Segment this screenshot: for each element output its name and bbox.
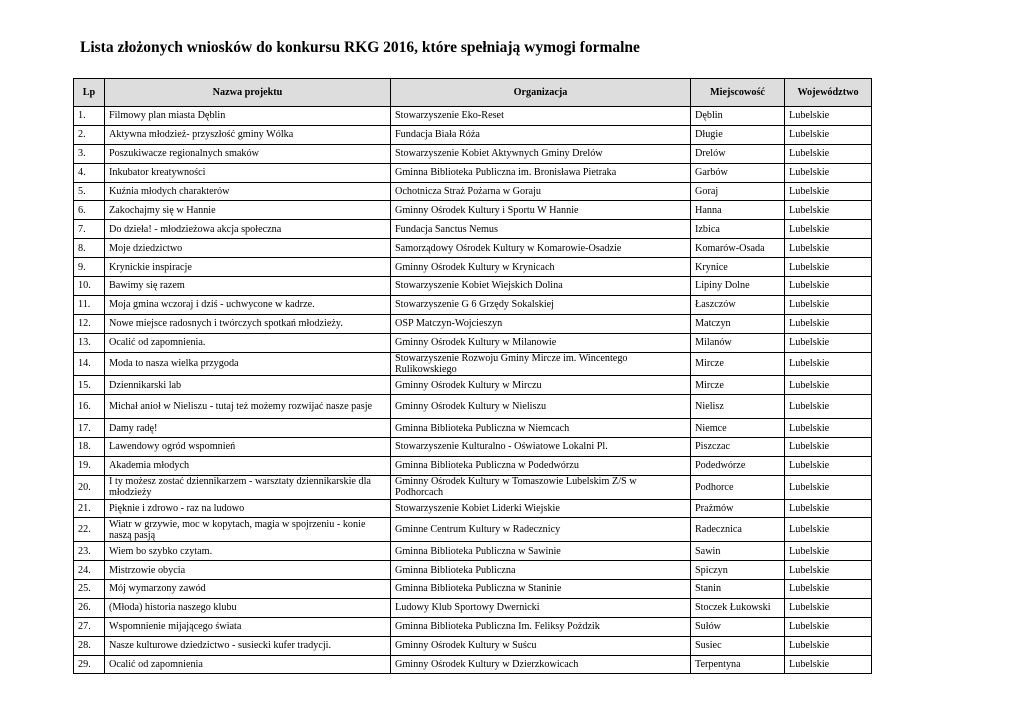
cell-project-name: Kuźnia młodych charakterów (105, 182, 391, 201)
cell-organization: Gminny Ośrodek Kultury w Krynicach (391, 258, 691, 277)
table-body (74, 107, 872, 674)
cell-project-name: Akademia młodych (105, 456, 391, 475)
cell-project-name: I ty możesz zostać dziennikarzem - warsztaty dziennikarskie dla młodzieży (105, 475, 391, 499)
cell-lp: 9. (74, 258, 105, 277)
cell-lp: 16. (74, 395, 105, 419)
cell-voivodeship: Lubelskie (785, 542, 872, 561)
table-row (74, 376, 872, 395)
cell-city: Dęblin (691, 107, 785, 126)
cell-project-name: Inkubator kreatywności (105, 163, 391, 182)
cell-city: Matczyn (691, 314, 785, 333)
table-row (74, 107, 872, 126)
document-title: Lista złożonych wniosków do konkursu RKG 2016, które spełniają wymogi formalne (80, 39, 640, 56)
table-row (74, 258, 872, 277)
cell-city: Mircze (691, 352, 785, 376)
cell-voivodeship: Lubelskie (785, 277, 872, 296)
table-row (74, 437, 872, 456)
table-row (74, 333, 872, 352)
cell-city: Stoczek Łukowski (691, 598, 785, 617)
applications-table (73, 78, 872, 674)
cell-city: Niemce (691, 419, 785, 438)
cell-voivodeship: Lubelskie (785, 598, 872, 617)
cell-lp: 4. (74, 163, 105, 182)
table-row (74, 655, 872, 674)
table-row (74, 598, 872, 617)
cell-organization: Gminna Biblioteka Publiczna Im. Feliksy Pożdzik (391, 617, 691, 636)
cell-voivodeship: Lubelskie (785, 314, 872, 333)
cell-voivodeship: Lubelskie (785, 655, 872, 674)
cell-lp: 5. (74, 182, 105, 201)
cell-project-name: Filmowy plan miasta Dęblin (105, 107, 391, 126)
cell-voivodeship: Lubelskie (785, 107, 872, 126)
cell-project-name: Michał anioł w Nieliszu - tutaj też możemy rozwijać nasze pasje (105, 395, 391, 419)
cell-lp: 13. (74, 333, 105, 352)
cell-organization: Gminna Biblioteka Publiczna (391, 561, 691, 580)
cell-organization: Fundacja Biała Róża (391, 125, 691, 144)
cell-project-name: Ocalić od zapomnienia (105, 655, 391, 674)
cell-project-name: Nasze kulturowe dziedzictwo - susiecki kufer tradycji. (105, 636, 391, 655)
cell-voivodeship: Lubelskie (785, 201, 872, 220)
cell-city: Podedwórze (691, 456, 785, 475)
cell-city: Spiczyn (691, 561, 785, 580)
cell-voivodeship: Lubelskie (785, 518, 872, 542)
cell-organization: OSP Matczyn-Wojcieszyn (391, 314, 691, 333)
cell-organization: Gminna Biblioteka Publiczna w Staninie (391, 580, 691, 599)
cell-project-name: Wiem bo szybko czytam. (105, 542, 391, 561)
cell-lp: 14. (74, 352, 105, 376)
cell-city: Terpentyna (691, 655, 785, 674)
cell-city: Stanin (691, 580, 785, 599)
table-row (74, 277, 872, 296)
cell-lp: 11. (74, 295, 105, 314)
table-row (74, 617, 872, 636)
cell-organization: Gminny Ośrodek Kultury i Sportu W Hannie (391, 201, 691, 220)
cell-voivodeship: Lubelskie (785, 499, 872, 518)
cell-voivodeship: Lubelskie (785, 617, 872, 636)
table-row (74, 220, 872, 239)
cell-organization: Ludowy Klub Sportowy Dwernicki (391, 598, 691, 617)
cell-voivodeship: Lubelskie (785, 437, 872, 456)
cell-lp: 10. (74, 277, 105, 296)
cell-lp: 17. (74, 419, 105, 438)
cell-lp: 23. (74, 542, 105, 561)
table-row (74, 419, 872, 438)
cell-organization: Stowarzyszenie Kulturalno - Oświatowe Lokalni Pl. (391, 437, 691, 456)
cell-voivodeship: Lubelskie (785, 258, 872, 277)
cell-project-name: Moja gmina wczoraj i dziś - uchwycone w kadrze. (105, 295, 391, 314)
table-row (74, 182, 872, 201)
cell-lp: 19. (74, 456, 105, 475)
cell-city: Milanów (691, 333, 785, 352)
cell-lp: 20. (74, 475, 105, 499)
table-row (74, 295, 872, 314)
cell-voivodeship: Lubelskie (785, 561, 872, 580)
cell-project-name: Aktywna młodzież- przyszłość gminy Wólka (105, 125, 391, 144)
cell-city: Krynice (691, 258, 785, 277)
cell-organization: Stowarzyszenie G 6 Grzędy Sokalskiej (391, 295, 691, 314)
cell-organization: Gminny Ośrodek Kultury w Milanowie (391, 333, 691, 352)
cell-voivodeship: Lubelskie (785, 376, 872, 395)
cell-project-name: Moje dziedzictwo (105, 239, 391, 258)
table-header (74, 79, 872, 107)
cell-organization: Samorządowy Ośrodek Kultury w Komarowie-Osadzie (391, 239, 691, 258)
cell-voivodeship: Lubelskie (785, 475, 872, 499)
cell-project-name: Wspomnienie mijającego świata (105, 617, 391, 636)
table-row (74, 201, 872, 220)
cell-voivodeship: Lubelskie (785, 239, 872, 258)
cell-project-name: Dziennikarski lab (105, 376, 391, 395)
cell-lp: 27. (74, 617, 105, 636)
header-organization: Organizacja (391, 79, 691, 107)
header-row (74, 79, 872, 107)
cell-organization: Gminna Biblioteka Publiczna w Niemcach (391, 419, 691, 438)
cell-city: Susiec (691, 636, 785, 655)
header-project-name: Nazwa projektu (105, 79, 391, 107)
cell-organization: Gminny Ośrodek Kultury w Suścu (391, 636, 691, 655)
cell-city: Garbów (691, 163, 785, 182)
cell-lp: 28. (74, 636, 105, 655)
cell-lp: 29. (74, 655, 105, 674)
cell-city: Izbica (691, 220, 785, 239)
cell-project-name: Bawimy się razem (105, 277, 391, 296)
cell-city: Łaszczów (691, 295, 785, 314)
cell-voivodeship: Lubelskie (785, 456, 872, 475)
cell-organization: Gminna Biblioteka Publiczna w Sawinie (391, 542, 691, 561)
cell-project-name: Krynickie inspiracje (105, 258, 391, 277)
table-row (74, 456, 872, 475)
cell-project-name: Wiatr w grzywie, moc w kopytach, magia w spojrzeniu - konie naszą pasją (105, 518, 391, 542)
cell-city: Drelów (691, 144, 785, 163)
table-row (74, 561, 872, 580)
cell-voivodeship: Lubelskie (785, 295, 872, 314)
cell-city: Prażmów (691, 499, 785, 518)
cell-lp: 8. (74, 239, 105, 258)
cell-project-name: (Młoda) historia naszego klubu (105, 598, 391, 617)
cell-city: Nielisz (691, 395, 785, 419)
cell-voivodeship: Lubelskie (785, 220, 872, 239)
cell-voivodeship: Lubelskie (785, 419, 872, 438)
cell-project-name: Poszukiwacze regionalnych smaków (105, 144, 391, 163)
cell-organization: Gminne Centrum Kultury w Radecznicy (391, 518, 691, 542)
cell-project-name: Pięknie i zdrowo - raz na ludowo (105, 499, 391, 518)
cell-organization: Gminny Ośrodek Kultury w Nieliszu (391, 395, 691, 419)
cell-organization: Gminny Ośrodek Kultury w Tomaszowie Lubelskim Z/S w Podhorcach (391, 475, 691, 499)
cell-lp: 7. (74, 220, 105, 239)
cell-organization: Gminna Biblioteka Publiczna im. Bronisława Pietraka (391, 163, 691, 182)
cell-lp: 22. (74, 518, 105, 542)
cell-city: Komarów-Osada (691, 239, 785, 258)
cell-lp: 3. (74, 144, 105, 163)
cell-project-name: Damy radę! (105, 419, 391, 438)
table-row (74, 125, 872, 144)
cell-lp: 6. (74, 201, 105, 220)
cell-voivodeship: Lubelskie (785, 580, 872, 599)
cell-lp: 24. (74, 561, 105, 580)
cell-voivodeship: Lubelskie (785, 163, 872, 182)
table-row (74, 636, 872, 655)
cell-project-name: Mój wymarzony zawód (105, 580, 391, 599)
cell-organization: Fundacja Sanctus Nemus (391, 220, 691, 239)
cell-project-name: Lawendowy ogród wspomnień (105, 437, 391, 456)
cell-organization: Stowarzyszenie Rozwoju Gminy Mircze im. Wincentego Rulikowskiego (391, 352, 691, 376)
table-row (74, 580, 872, 599)
header-city: Miejscowość (691, 79, 785, 107)
cell-city: Goraj (691, 182, 785, 201)
cell-lp: 26. (74, 598, 105, 617)
cell-project-name: Nowe miejsce radosnych i twórczych spotkań młodzieży. (105, 314, 391, 333)
cell-voivodeship: Lubelskie (785, 333, 872, 352)
cell-lp: 25. (74, 580, 105, 599)
cell-organization: Gminny Ośrodek Kultury w Dzierzkowicach (391, 655, 691, 674)
cell-voivodeship: Lubelskie (785, 636, 872, 655)
cell-city: Sawin (691, 542, 785, 561)
cell-organization: Gminna Biblioteka Publiczna w Podedwórzu (391, 456, 691, 475)
cell-city: Długie (691, 125, 785, 144)
cell-organization: Stowarzyszenie Kobiet Aktywnych Gminy Drelów (391, 144, 691, 163)
cell-city: Piszczac (691, 437, 785, 456)
cell-organization: Stowarzyszenie Eko-Reset (391, 107, 691, 126)
cell-city: Radecznica (691, 518, 785, 542)
cell-lp: 21. (74, 499, 105, 518)
cell-voivodeship: Lubelskie (785, 395, 872, 419)
header-lp: Lp (74, 79, 105, 107)
cell-voivodeship: Lubelskie (785, 352, 872, 376)
cell-organization: Stowarzyszenie Kobiet Wiejskich Dolina (391, 277, 691, 296)
cell-city: Hanna (691, 201, 785, 220)
cell-voivodeship: Lubelskie (785, 144, 872, 163)
cell-city: Podhorce (691, 475, 785, 499)
table-row (74, 395, 872, 419)
cell-voivodeship: Lubelskie (785, 182, 872, 201)
cell-lp: 18. (74, 437, 105, 456)
cell-project-name: Ocalić od zapomnienia. (105, 333, 391, 352)
cell-lp: 2. (74, 125, 105, 144)
cell-voivodeship: Lubelskie (785, 125, 872, 144)
table-row (74, 542, 872, 561)
table-row (74, 163, 872, 182)
cell-city: Lipiny Dolne (691, 277, 785, 296)
header-voivodeship: Województwo (785, 79, 872, 107)
table-row (74, 144, 872, 163)
table-row (74, 475, 872, 499)
cell-project-name: Moda to nasza wielka przygoda (105, 352, 391, 376)
table-row (74, 499, 872, 518)
cell-city: Mircze (691, 376, 785, 395)
cell-lp: 1. (74, 107, 105, 126)
cell-city: Sułów (691, 617, 785, 636)
table-row (74, 239, 872, 258)
cell-lp: 15. (74, 376, 105, 395)
cell-organization: Stowarzyszenie Kobiet Liderki Wiejskie (391, 499, 691, 518)
table-row (74, 518, 872, 542)
cell-project-name: Mistrzowie obycia (105, 561, 391, 580)
table-row (74, 352, 872, 376)
cell-lp: 12. (74, 314, 105, 333)
table-row (74, 314, 872, 333)
cell-project-name: Do dzieła! - młodzieżowa akcja społeczna (105, 220, 391, 239)
cell-organization: Ochotnicza Straż Pożarna w Goraju (391, 182, 691, 201)
cell-organization: Gminny Ośrodek Kultury w Mirczu (391, 376, 691, 395)
cell-project-name: Zakochajmy się w Hannie (105, 201, 391, 220)
